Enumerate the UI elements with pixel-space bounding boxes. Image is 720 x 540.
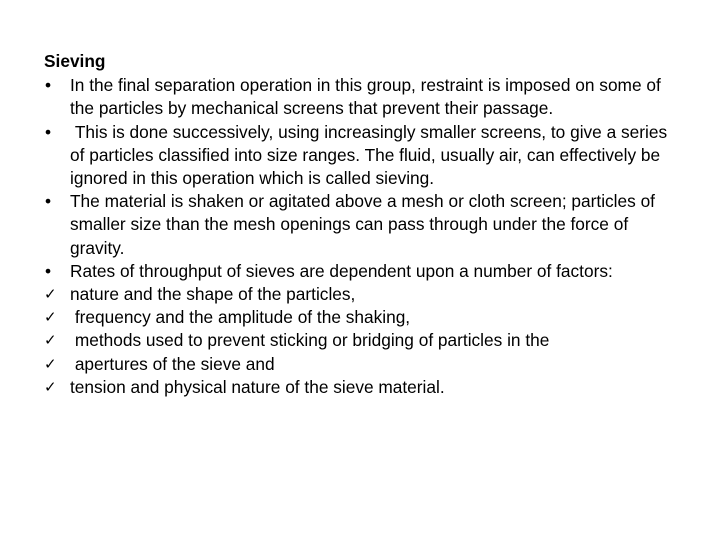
list-item xyxy=(44,283,684,306)
bullet-list xyxy=(44,74,684,399)
list-item-text: In the final separation operation in this group, restraint is imposed on some of the particles by mechanical screens that prevent their passage. xyxy=(70,75,661,119)
bullet-icon: • xyxy=(45,260,52,281)
list-item xyxy=(44,353,684,376)
checkmark-icon: ✓ xyxy=(44,285,57,304)
list-item-text: The material is shaken or agitated above a mesh or cloth screen; particles of smaller size than the mesh openings can pass through under the force of gravity. xyxy=(70,191,655,258)
list-item-text: nature and the shape of the particles, xyxy=(70,284,356,305)
list-item-text: tension and physical nature of the sieve material. xyxy=(70,376,445,397)
list-item xyxy=(44,306,684,329)
list-item-text: Rates of throughput of sieves are dependent upon a number of factors: xyxy=(70,260,613,281)
checkmark-icon: ✓ xyxy=(44,377,57,396)
checkmark-icon: ✓ xyxy=(44,331,57,350)
bullet-icon: • xyxy=(45,75,52,96)
list-item xyxy=(44,329,684,352)
list-item xyxy=(44,190,684,260)
list-item-text: frequency and the amplitude of the shaking, xyxy=(70,307,411,328)
list-item-text: apertures of the sieve and xyxy=(70,353,275,374)
checkmark-icon: ✓ xyxy=(44,354,57,373)
bullet-icon: • xyxy=(45,191,52,212)
list-item xyxy=(44,74,684,120)
bullet-icon: • xyxy=(45,121,52,142)
checkmark-icon: ✓ xyxy=(44,308,57,327)
slide-content xyxy=(44,50,684,399)
list-item xyxy=(44,376,684,399)
list-item-text: methods used to prevent sticking or bridging of particles in the xyxy=(70,330,550,351)
list-item xyxy=(44,121,684,191)
slide-title: Sieving xyxy=(44,51,106,71)
list-item-text: This is done successively, using increasingly smaller screens, to give a series of particles classified into size ranges. The fluid, usually air, can effectively be ignored in this operation which is called sieving. xyxy=(70,121,672,189)
list-item xyxy=(44,260,684,283)
